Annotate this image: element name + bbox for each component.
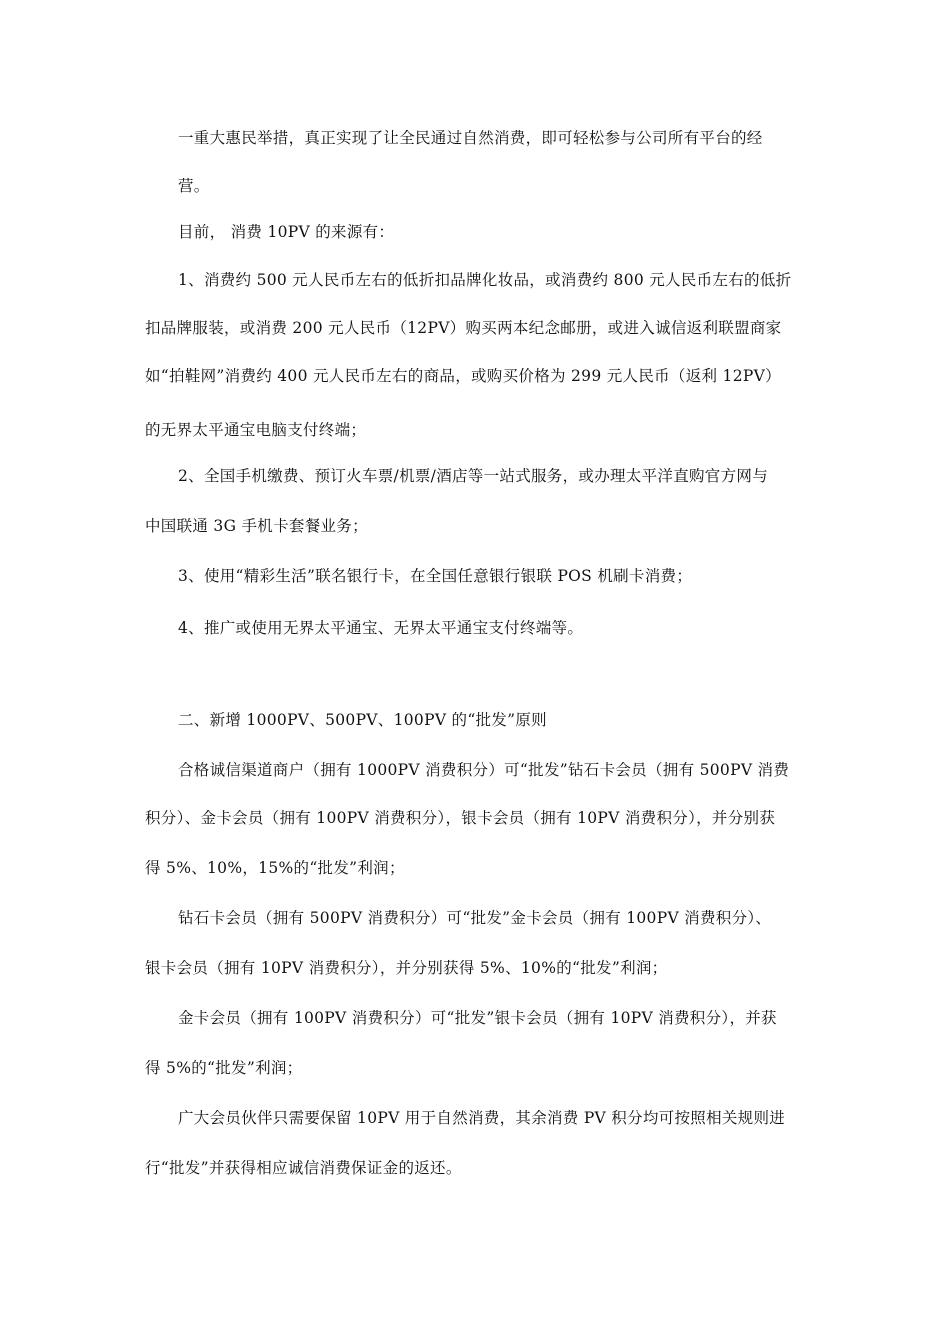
list-item-line: 如“拍鞋网”消费约 400 元人民币左右的商品，或购买价格为 299 元人民币（返利 12PV）: [145, 367, 781, 385]
list-item-line: 1、消费约 500 元人民币左右的低折扣品牌化妆品，或消费约 800 元人民币左右的低折: [178, 271, 792, 289]
list-item-line: 中国联通 3G 手机卡套餐业务；: [145, 517, 368, 535]
paragraph-line: 钻石卡会员（拥有 500PV 消费积分）可“批发”金卡会员（拥有 100PV 消费积分）、: [178, 909, 772, 927]
list-item-line: 2、全国手机缴费、预订火车票/机票/酒店等一站式服务，或办理太平洋直购官方网与: [178, 467, 769, 485]
paragraph-line: 金卡会员（拥有 100PV 消费积分）可“批发”银卡会员（拥有 10PV 消费积分），并获: [178, 1009, 777, 1027]
paragraph-line: 一重大惠民举措，真正实现了让全民通过自然消费，即可轻松参与公司所有平台的经: [178, 129, 763, 147]
list-item-line: 3、使用“精彩生活”联名银行卡，在全国任意银行银联 POS 机刷卡消费；: [178, 567, 693, 585]
paragraph-line: 得 5%、10%，15%的“批发”利润；: [145, 859, 405, 877]
paragraph-line: 银卡会员（拥有 10PV 消费积分），并分别获得 5%、10%的“批发”利润；: [145, 959, 668, 977]
paragraph-line: 合格诚信渠道商户（拥有 1000PV 消费积分）可“批发”钻石卡会员（拥有 500PV 消费: [178, 761, 790, 779]
paragraph-line: 得 5%的“批发”利润；: [145, 1059, 303, 1077]
list-item-line: 的无界太平通宝电脑支付终端；: [145, 421, 367, 439]
paragraph-line: 广大会员伙伴只需要保留 10PV 用于自然消费，其余消费 PV 积分均可按照相关规则进: [178, 1109, 786, 1127]
list-item-line: 扣品牌服装，或消费 200 元人民币（12PV）购买两本纪念邮册，或进入诚信返利联盟商家: [145, 319, 782, 337]
section-heading: 二、新增 1000PV、500PV、100PV 的“批发”原则: [178, 711, 547, 729]
list-item-line: 4、推广或使用无界太平通宝、无界太平通宝支付终端等。: [178, 619, 584, 637]
paragraph-line: 营。: [178, 177, 210, 195]
paragraph-line: 行“批发”并获得相应诚信消费保证金的返还。: [145, 1159, 462, 1177]
paragraph-line: 目前， 消费 10PV 的来源有：: [178, 223, 395, 241]
paragraph-line: 积分）、金卡会员（拥有 100PV 消费积分），银卡会员（拥有 10PV 消费积分），并分别获: [145, 809, 776, 827]
